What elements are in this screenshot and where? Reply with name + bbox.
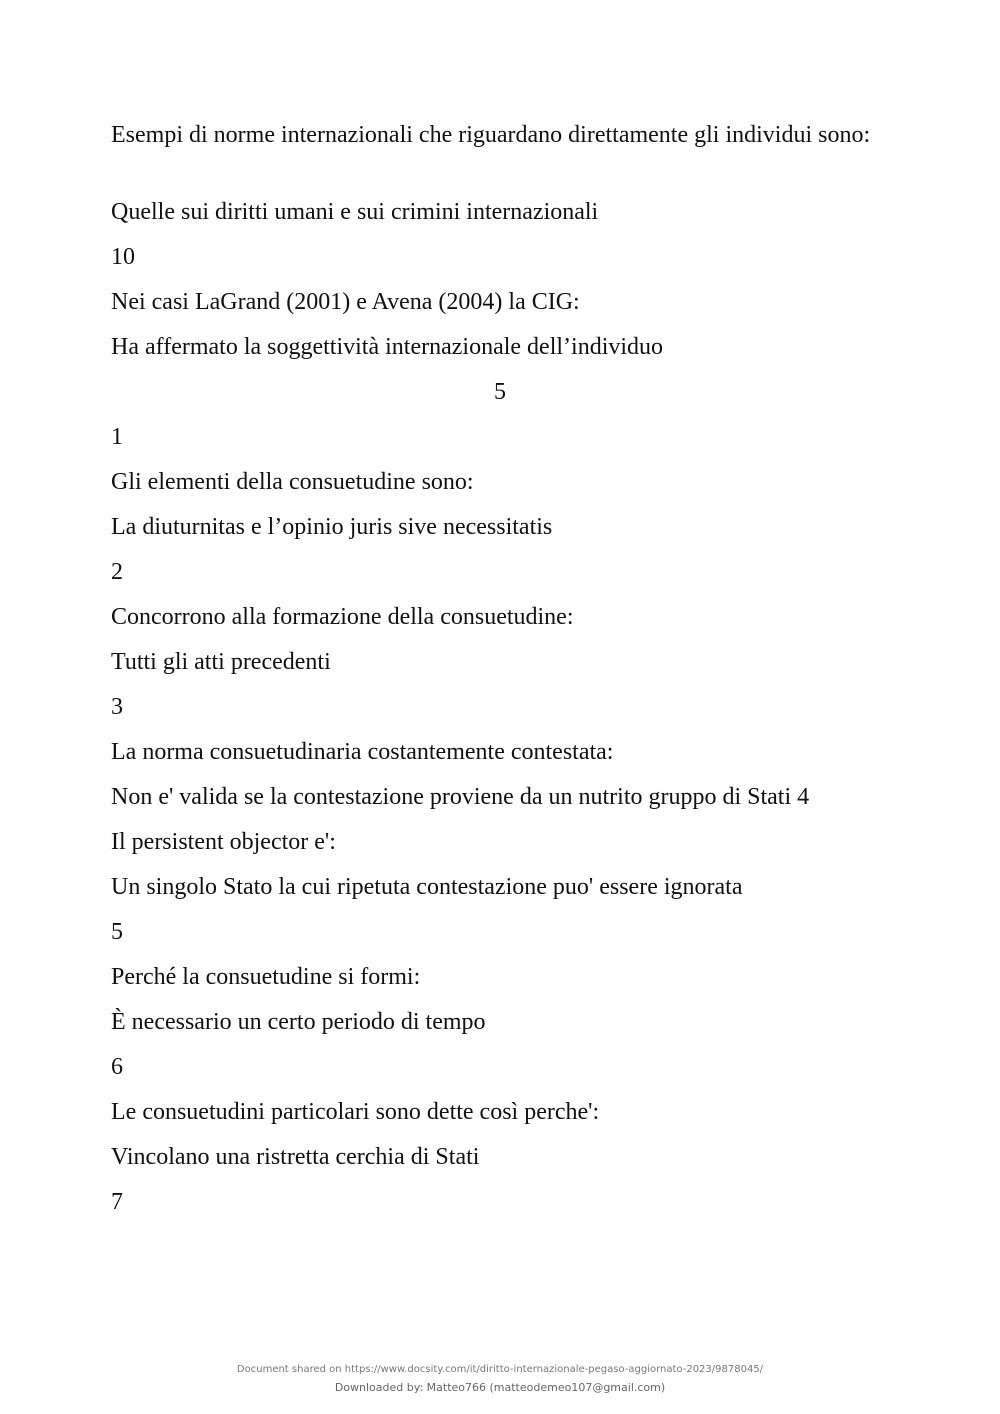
question-text: Le consuetudini particolari sono dette così perche': xyxy=(111,1099,600,1125)
question-number: 10 xyxy=(111,244,135,270)
question-text: Esempi di norme internazionali che riguardano direttamente gli individui sono: xyxy=(111,122,871,148)
answer-text: Ha affermato la soggettività internazionale dell’individuo xyxy=(111,334,664,360)
answer-text: Vincolano una ristretta cerchia di Stati xyxy=(111,1144,480,1170)
question-number: 3 xyxy=(111,694,123,720)
shared-link-footer[interactable]: Document shared on https://www.docsity.com/it/diritto-internazionale-pegaso-aggiornato-2023/9878045/ xyxy=(236,1364,764,1375)
download-info-footer: Downloaded by: Matteo766 (matteodemeo107@gmail.com) xyxy=(334,1381,666,1394)
question-text: Il persistent objector e': xyxy=(111,829,336,855)
answer-text: Quelle sui diritti umani e sui crimini internazionali xyxy=(111,199,599,225)
answer-text: Non e' valida se la contestazione proviene da un nutrito gruppo di Stati 4 xyxy=(111,784,810,810)
question-number: 2 xyxy=(111,559,123,585)
question-text: La norma consuetudinaria costantemente contestata: xyxy=(111,739,614,765)
answer-text: È necessario un certo periodo di tempo xyxy=(111,1009,486,1035)
answer-text: La diuturnitas e l’opinio juris sive necessitatis xyxy=(111,514,553,540)
page-number: 5 xyxy=(494,379,506,405)
question-text: Perché la consuetudine si formi: xyxy=(111,964,421,990)
question-text: Nei casi LaGrand (2001) e Avena (2004) la CIG: xyxy=(111,289,580,315)
question-number: 1 xyxy=(111,424,123,450)
question-text: Concorrono alla formazione della consuetudine: xyxy=(111,604,574,630)
answer-text: Tutti gli atti precedenti xyxy=(111,649,331,675)
answer-text: Un singolo Stato la cui ripetuta contestazione puo' essere ignorata xyxy=(111,874,743,900)
question-number: 6 xyxy=(111,1054,123,1080)
question-number: 5 xyxy=(111,919,123,945)
question-number: 7 xyxy=(111,1189,123,1215)
question-text: Gli elementi della consuetudine sono: xyxy=(111,469,474,495)
